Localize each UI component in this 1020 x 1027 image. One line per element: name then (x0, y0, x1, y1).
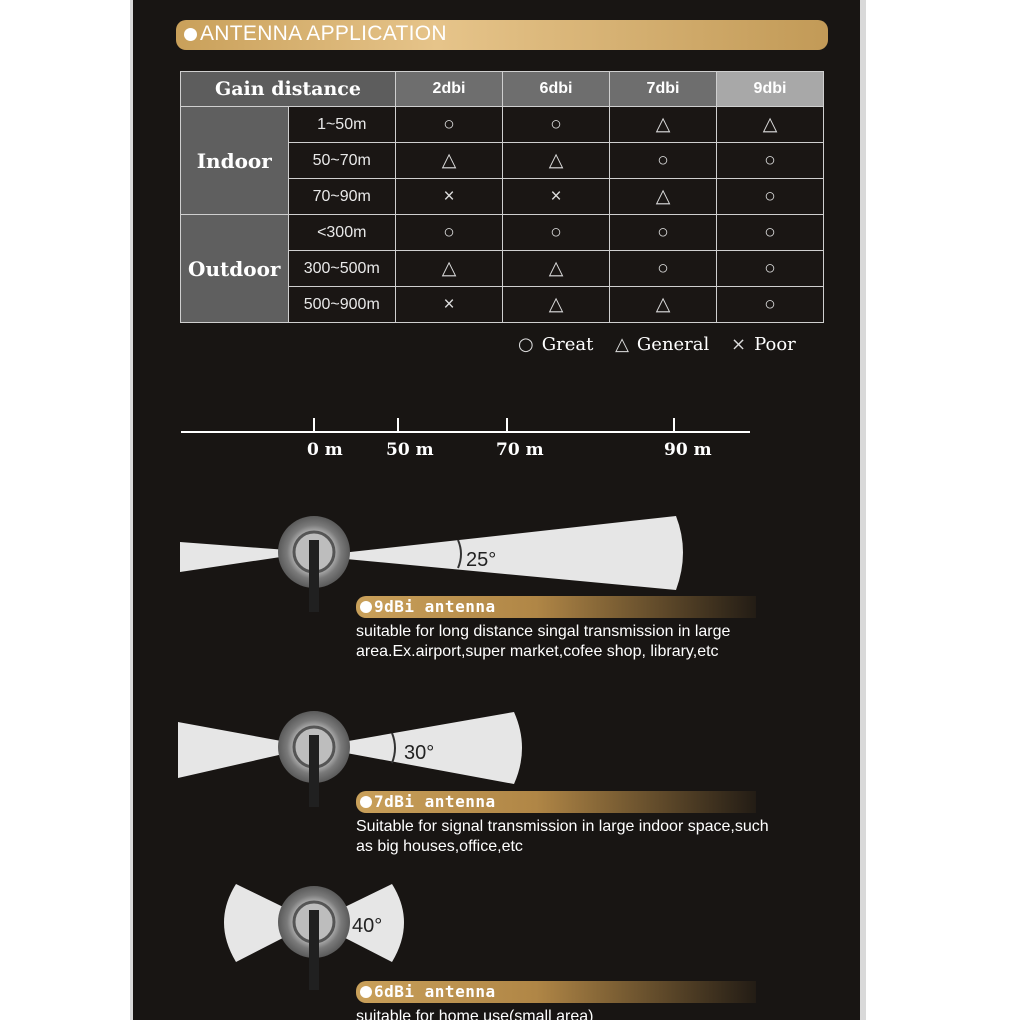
antenna-title: 7dBi antenna (374, 792, 496, 811)
table-corner-label: Gain distance (181, 72, 396, 107)
rating-cell: △ (503, 287, 610, 323)
antenna-description: suitable for home use(small area) (356, 1008, 594, 1025)
range-label: <300m (288, 215, 396, 251)
rating-cell: × (396, 287, 503, 323)
bullet-icon (360, 796, 372, 808)
rating-cell: △ (610, 179, 717, 215)
beam-right-lobe (314, 516, 683, 590)
rating-cell: △ (610, 107, 717, 143)
rating-cell: △ (503, 143, 610, 179)
rating-cell: ○ (610, 215, 717, 251)
rating-cell: ○ (717, 143, 824, 179)
rating-cell: × (396, 179, 503, 215)
rating-cell: ○ (610, 251, 717, 287)
rating-cell: ○ (503, 107, 610, 143)
antenna-title: 6dBi antenna (374, 982, 496, 1001)
antenna-6dbi-header (356, 981, 756, 1003)
scale-label: 90 m (664, 440, 712, 460)
rating-cell: △ (503, 251, 610, 287)
angle-label: 25° (466, 549, 497, 571)
angle-label: 40° (352, 915, 383, 937)
rating-cell: ○ (717, 287, 824, 323)
rating-cell: × (503, 179, 610, 215)
range-label: 1~50m (288, 107, 396, 143)
antenna-7dbi-header (356, 791, 756, 813)
general-symbol: △ (615, 334, 629, 355)
scale-label: 50 m (386, 440, 434, 460)
antenna-title: 9dBi antenna (374, 597, 496, 616)
legend-label-general: General (636, 334, 710, 355)
rating-cell: ○ (610, 143, 717, 179)
rating-cell: ○ (396, 215, 503, 251)
beam-6dbi (224, 884, 404, 990)
rating-cell: △ (610, 287, 717, 323)
section-title: ANTENNA APPLICATION (200, 22, 447, 45)
antenna-rod-icon (309, 910, 319, 990)
column-header: 2dbi (396, 72, 503, 107)
rating-cell: ○ (396, 107, 503, 143)
antenna-description: Suitable for signal transmission in large indoor space,such as big houses,office,etc (356, 818, 769, 855)
angle-label: 30° (404, 742, 435, 764)
legend-label-great: Great (541, 334, 594, 355)
great-symbol: ○ (518, 334, 534, 355)
rating-cell: ○ (503, 215, 610, 251)
legend-label-poor: Poor (754, 334, 796, 355)
antenna-rod-icon (309, 735, 319, 807)
antenna-9dbi-header (356, 596, 756, 618)
range-label: 500~900m (288, 287, 396, 323)
poor-symbol: × (731, 334, 747, 355)
column-header: 9dbi (717, 72, 824, 107)
rating-cell: ○ (717, 179, 824, 215)
range-label: 70~90m (288, 179, 396, 215)
scale-label: 70 m (496, 440, 544, 460)
rating-cell: △ (396, 251, 503, 287)
range-label: 300~500m (288, 251, 396, 287)
antenna-rod-icon (309, 540, 319, 612)
rating-cell: ○ (717, 215, 824, 251)
antenna-description: suitable for long distance singal transmission in large area.Ex.airport,super market,cofee shop, library,etc (356, 623, 731, 660)
rating-cell: △ (396, 143, 503, 179)
group-label-outdoor: Outdoor (181, 215, 289, 323)
bullet-icon (360, 601, 372, 613)
column-header: 7dbi (610, 72, 717, 107)
column-header: 6dbi (503, 72, 610, 107)
rating-cell: △ (717, 107, 824, 143)
scale-label: 0 m (307, 440, 343, 460)
range-label: 50~70m (288, 143, 396, 179)
bullet-icon (360, 986, 372, 998)
group-label-indoor: Indoor (181, 107, 289, 215)
rating-cell: ○ (717, 251, 824, 287)
